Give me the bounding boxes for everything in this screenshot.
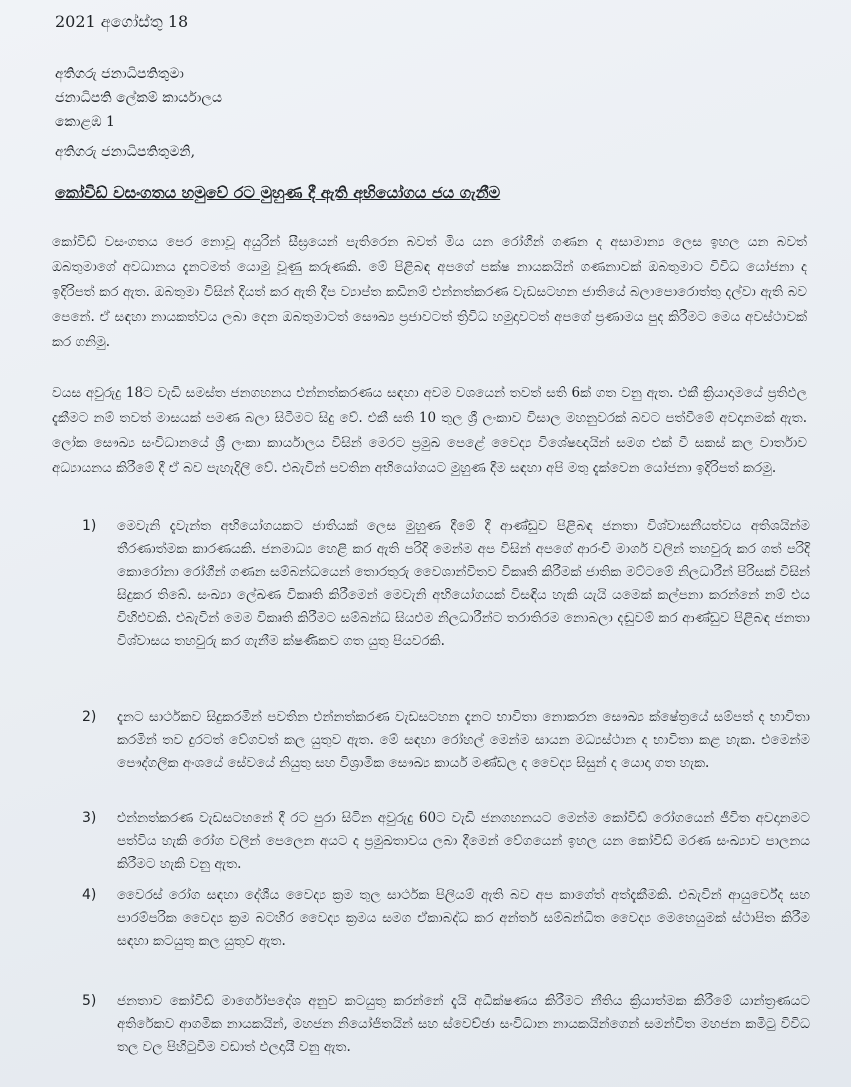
salutation: අතිගරු ජනාධිපතිතුමනි, (55, 144, 196, 160)
letter-date: 2021 අගෝස්තු 18 (55, 12, 189, 31)
item-number: 5) (82, 993, 97, 1009)
item-text: මෙවැනි දැවැන්ත අභියෝගයකට ජාතියක් ලෙස මුහුණ දීමේ දී ආණ්ඩුව පිළිබඳ ජනතා විශ්වාසනීයත්වය අතිශයින්ම තීරණාත්මක කාරණයකි. ජනමාධ්‍ය හෙළි කර ඇති පරිදි මෙන්ම අප විසින් අපගේ ආරංචි මාර්ග වලින් තහවුරු කර ගත් පරිදි කොරෝනා රෝගීන් ගණන සම්බන්ධයෙන් තොරතුරු වෛශාන්විතව විකෘති කිරීමක් ජාතික මට්ටමේ නිලධාරීන් පිරිසක් විසින් සිදුකර තිබේ. සංඛ්‍යා ලේඛණ විකෘති කිරීමෙන් මෙවැනි අභියෝගයක් විසඳිය හැකි යැයි යමෙක් කල්පනා කරන්නේ නම් එය විහිළුවකි. එබැවින් මෙම විකෘති කිරීමට සම්බන්ධ සියළුම නිලධාරීන්ට තරාතිරම නොබලා දඬුවම් කර ආණ්ඩුව පිළිබඳ ජනතා විශ්වාසය තහවුරු කර ගැනීම ක්ෂණිකව ගත යුතු පියවරකි. (117, 518, 810, 649)
body-paragraph: වයස අවුරුදු 18ට වැඩි සමස්ත ජනගහනය එන්නත්කරණය සඳහා අවම වශයෙන් තවත් සති 6ක් ගත වනු ඇත. එකී ක්‍රියාදාමයේ ප්‍රතිඵල දැකීමට නම් තවත් මාසයක් පමණ බලා සිටීමට සිදු වේ. එකී සති 10 තුල ශ්‍රී ලංකාව විසාල මහනුවරක් බවට පත්වීමේ අවදානමක් ඇත. ලෝක සෞඛ්‍ය සංවිධානයේ ශ්‍රී ලංකා කාර්යාලය විසින් මෙරට ප්‍රමුඛ පෙළේ වෛද්‍ය විශේෂඥයින් සමග එක් වී සකස් කල වාර්තාව අධ්‍යායනය කිරීමේ දී ඒ බව පැහැදිලි වේ. එබැවින් පවතින අභියෝගයට මුහුණ දීම සඳහා අපි මතු දැක්වෙන යෝජනා ඉදිරිපත් කරමු. (52, 385, 807, 476)
address-line: අතිගරු ජනාධිපතිතුමා (55, 66, 184, 82)
item-number: 1) (82, 518, 97, 534)
item-number: 3) (82, 810, 97, 826)
proposal-item (82, 515, 810, 653)
item-text: ජනතාව කෝවිඩ් මාර්ගෝපදේශ අනුව කටයුතු කරන්නේ දැයි අධීක්ෂණය කිරීමට නීතිය ක්‍රියාත්මක කිරීමේ යාන්ත්‍රණයට අතිරේකව ආගමික නායකයින්, මහජන නියෝජිතයින් සහ ස්වෙච්ඡා සංවිධාන නායකයින්ගෙන් සමන්විත මහජන කමිටු විවිධ තල වල පිහිටුවීම වඩාත් ඵලදායී වනු ඇත. (117, 993, 810, 1055)
item-text: එන්නත්කරණ වැඩසටහනේ දී රට පුරා සිටින අවුරුදු 60ට වැඩි ජනගහනයට මෙන්ම කෝවිඩ් රෝගයෙන් ජීවිත අවදානමට පත්විය හැකි රෝග වලින් පෙලෙන අයට ද ප්‍රමුඛතාවය ලබා දීමෙන් වේගයෙන් ඉහල යන කෝවිඩ් මරණ සංඛ්‍යාව පාලනය කිරීමට හැකි වනු ඇත. (117, 810, 810, 872)
item-text: දැනට සාර්ථකව සිදුකරමින් පවතින එන්නත්කරණ වැඩසටහන දැනට භාවිතා නොකරන සෞඛ්‍ය ක්ෂේත්‍රයේ සම්පත් ද භාවිතා කරමින් තව දුරටත් වේගවත් කල යුතුව ඇත. මේ සඳහා රෝහල් මෙන්ම සායන මධ්‍යස්ථාන ද භාවිතා කළ හැක. එමෙන්ම පෞද්ගලික අංශයේ සේවයේ නියුතු සහ විශ්‍රාමික සෞඛ්‍ය කාර්ය මණ්ඩල ද වෛද්‍ය සිසුන් ද යොදා ගත හැක. (117, 709, 810, 771)
address-line: ජනාධිපති ලේකම් කාර්යාලය (55, 90, 223, 106)
proposal-item (82, 884, 810, 953)
proposal-item (82, 990, 810, 1059)
address-line: කොළඹ 1 (55, 114, 115, 130)
recipient-address (55, 62, 222, 134)
item-number: 4) (82, 887, 97, 903)
letter-subject: කෝවිඩ් වසංගතය හමුවේ රට මුහුණ දී ඇති අභියෝගය ජය ගැනීම (55, 183, 501, 202)
body-paragraph: කෝවිඩ් වසංගතය පෙර නොවූ අයුරින් සීඝ්‍රයෙන් පැතිරෙන බවත් මිය යන රෝගීන් ගණන ද අසාමාන්‍ය ලෙස ඉහල යන බවත් ඔබතුමාගේ අවධානය දැනටමත් යොමු වූණු කරුණකි. මේ පිළිබඳ අපගේ පක්ෂ නායකයින් ගණනාවක් ඔබතුමාට විවිධ යෝජනා ද ඉදිරිපත් කර ඇත. ඔබතුමා විසින් දියත් කර ඇති දීප ව්‍යාප්ත කඩිනම් එන්නත්කරණ වැඩසටහන ජාතියේ බලාපොරොත්තු දල්වා ඇති බව පෙනේ. ඒ සඳහා නායකත්වය ලබා දෙන ඔබතුමාටත් සෞඛ්‍ය ප්‍රජාවටත් ත්‍රිවිධ හමුදාවටත් අපගේ ප්‍රණාමය පුද කිරීමට මෙය අවස්ථාවක් කර ගනිමු. (52, 234, 807, 350)
item-text: වෛරස් රෝග සඳහා දේශීය වෛද්‍ය ක්‍රම තුල සාර්ථක පිලියම් ඇති බව අප කාගේත් අත්දැකීමකි. එබැවින් ආයුර්වේද සහ පාරම්පරික වෛද්‍ය ක්‍රම බටහිර වෛද්‍ය ක්‍රමය සමග ඒකාබද්ධ කර අන්තර් සම්බන්ධිත වෛද්‍ය මෙහෙයුමක් ස්ථාපිත කිරීම සඳහා කටයුතු කල යුතුව ඇත. (117, 887, 810, 949)
proposal-item (82, 807, 810, 876)
item-number: 2) (82, 709, 97, 725)
proposal-item (82, 706, 810, 775)
